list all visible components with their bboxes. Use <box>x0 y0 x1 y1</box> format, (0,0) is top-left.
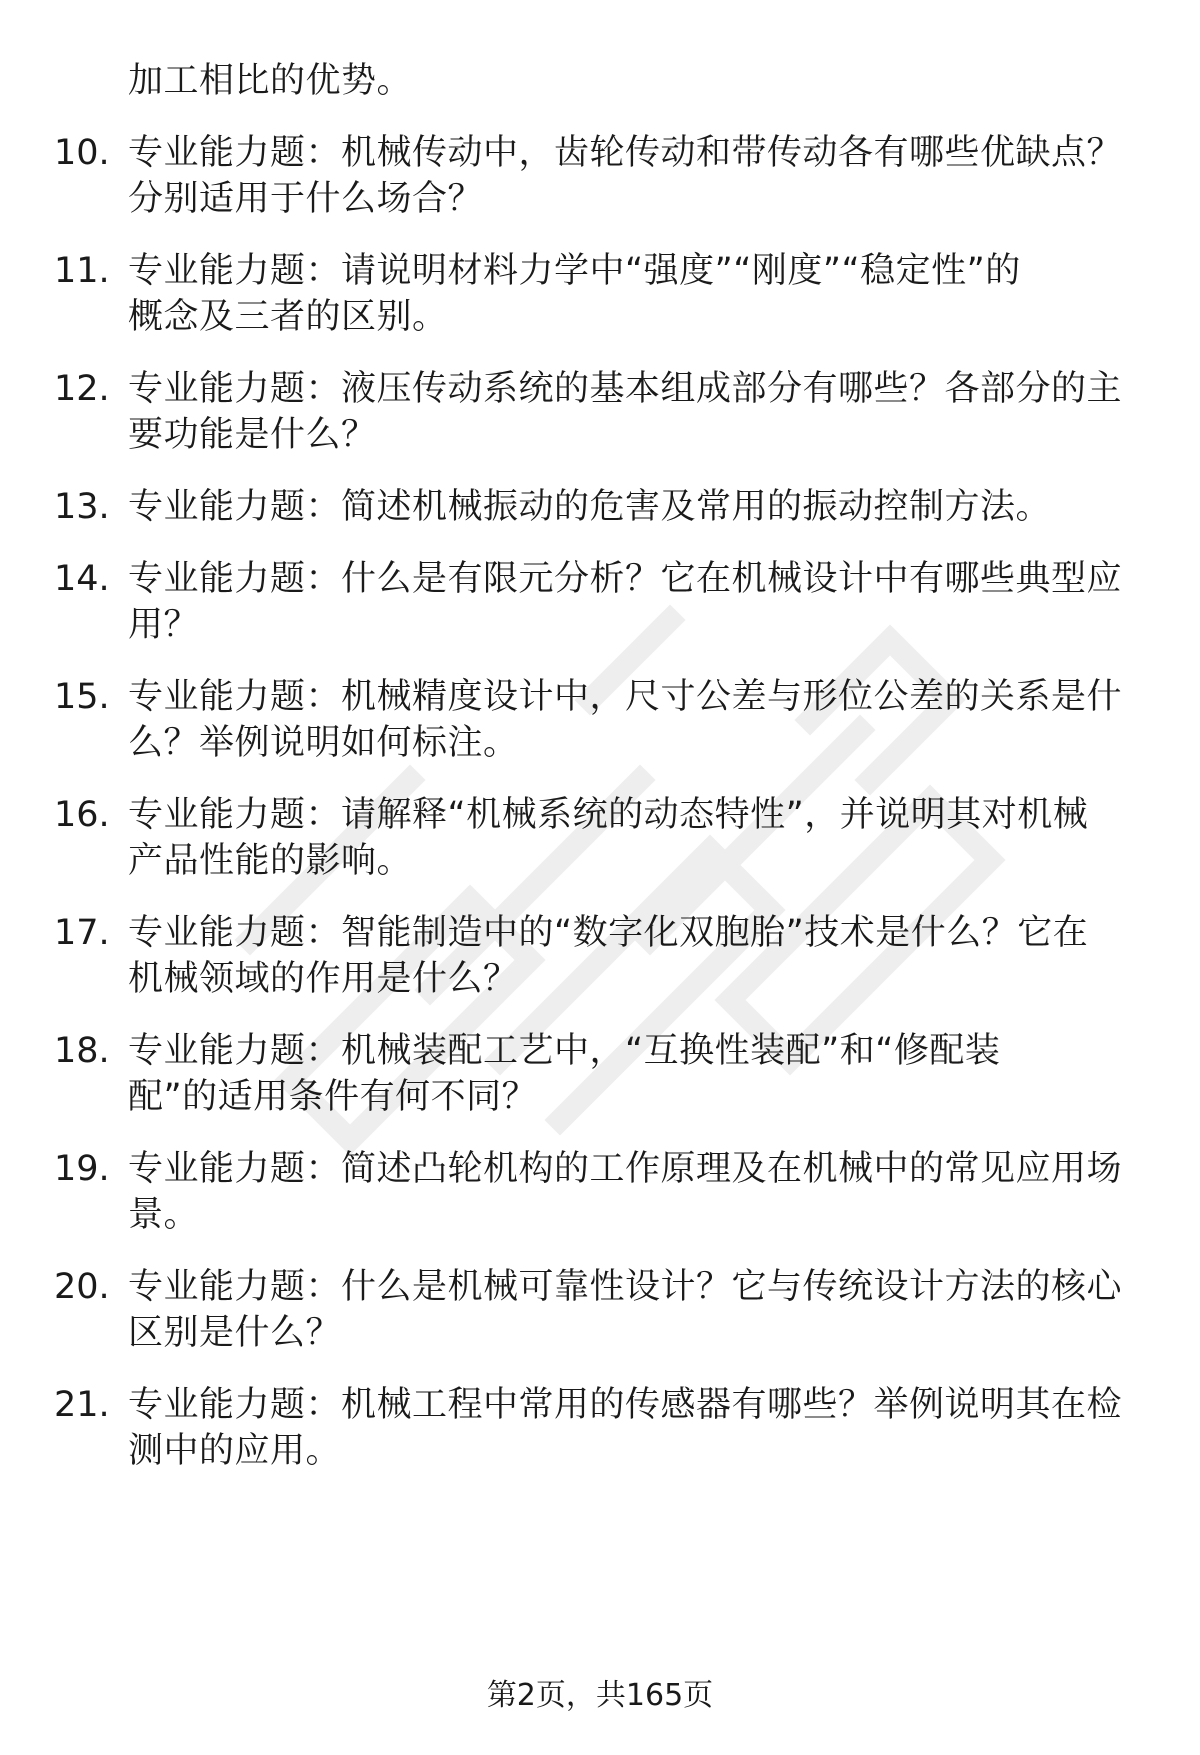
question-text-line2: 产品性能的影响。 <box>128 841 413 881</box>
question-text-line1: 专业能力题：请解释“机械系统的动态特性”，并说明其对机械 <box>128 795 1089 835</box>
question-text-line1: 专业能力题：简述凸轮机构的工作原理及在机械中的常见应用场 <box>128 1149 1123 1189</box>
question-text-line1: 专业能力题：机械装配工艺中，“互换性装配”和“修配装 <box>128 1031 1001 1071</box>
question-text-line1: 专业能力题：什么是机械可靠性设计？它与传统设计方法的核心 <box>128 1267 1123 1307</box>
question-number: 15. <box>54 677 110 717</box>
question-text-line2: 配”的适用条件有何不同？ <box>128 1077 538 1117</box>
question-number: 10. <box>54 133 110 173</box>
question-text-line1: 专业能力题：液压传动系统的基本组成部分有哪些？各部分的主 <box>128 369 1123 409</box>
question-text-line2: 机械领域的作用是什么？ <box>128 959 519 999</box>
question-number: 20. <box>54 1267 110 1307</box>
question-text-line1: 专业能力题：机械精度设计中，尺寸公差与形位公差的关系是什 <box>128 677 1123 717</box>
question-number: 16. <box>54 795 110 835</box>
page-footer: 第2页，共165页 <box>486 1678 714 1713</box>
question-text-line1: 专业能力题：机械传动中，齿轮传动和带传动各有哪些优缺点？ <box>128 133 1123 173</box>
question-text-line1: 专业能力题：机械工程中常用的传感器有哪些？举例说明其在检 <box>128 1385 1123 1425</box>
question-text-line2: 概念及三者的区别。 <box>128 297 448 337</box>
question-text-line1: 专业能力题：简述机械振动的危害及常用的振动控制方法。 <box>128 487 1052 527</box>
question-text-line2: 景。 <box>128 1195 200 1235</box>
question-text-line2: 用？ <box>128 605 200 645</box>
question-number: 13. <box>54 487 110 527</box>
question-text-line2: 区别是什么？ <box>128 1313 342 1353</box>
question-number: 19. <box>54 1149 110 1189</box>
question-text-line2: 测中的应用。 <box>128 1431 342 1471</box>
lead-in-text: 加工相比的优势。 <box>128 61 413 101</box>
question-number: 14. <box>54 559 110 599</box>
question-number: 11. <box>54 251 110 291</box>
question-number: 18. <box>54 1031 110 1071</box>
question-number: 12. <box>54 369 110 409</box>
question-number: 21. <box>54 1385 110 1425</box>
question-text-line2: 么？举例说明如何标注。 <box>128 723 519 763</box>
question-number: 17. <box>54 913 110 953</box>
question-text-line2: 分别适用于什么场合？ <box>128 179 484 219</box>
question-text-line1: 专业能力题：什么是有限元分析？它在机械设计中有哪些典型应 <box>128 559 1123 599</box>
question-text-line1: 专业能力题：请说明材料力学中“强度”“刚度”“稳定性”的 <box>128 251 1021 291</box>
question-text-line2: 要功能是什么？ <box>128 415 377 455</box>
question-text-line1: 专业能力题：智能制造中的“数字化双胞胎”技术是什么？它在 <box>128 913 1089 953</box>
